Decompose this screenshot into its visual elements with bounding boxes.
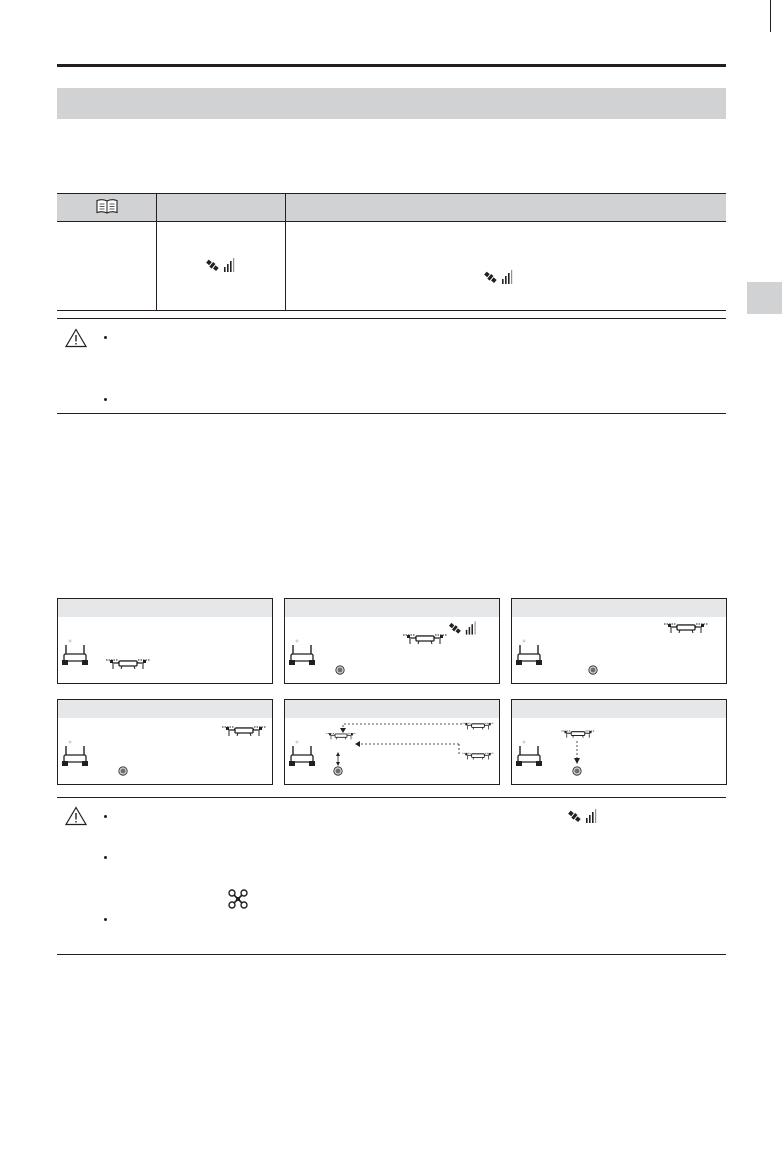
home-point-marker bbox=[572, 766, 582, 776]
panel-header bbox=[58, 700, 272, 718]
top-rule bbox=[57, 64, 726, 67]
panel-header bbox=[512, 700, 726, 718]
aircraft-drone bbox=[461, 720, 495, 732]
bullet bbox=[104, 398, 107, 401]
manual-book-icon bbox=[96, 198, 118, 214]
descent-arrow bbox=[572, 740, 582, 766]
table-col-divider bbox=[156, 193, 157, 310]
warning-triangle-icon bbox=[65, 328, 87, 348]
satellite-signal-icon bbox=[447, 619, 479, 637]
remote-controller bbox=[516, 740, 546, 770]
intro-text bbox=[57, 140, 726, 160]
table-header-row bbox=[57, 193, 726, 222]
chapter-side-tab bbox=[747, 282, 782, 314]
aircraft-drone bbox=[662, 621, 710, 635]
rth-diagram-panel-5 bbox=[284, 699, 500, 785]
aircraft-drone bbox=[220, 724, 268, 738]
home-point-marker bbox=[588, 665, 598, 675]
crop-mark bbox=[770, 0, 771, 32]
bullet bbox=[104, 918, 107, 921]
warning-triangle-icon bbox=[65, 806, 87, 826]
satellite-signal-icon bbox=[566, 807, 600, 825]
warning-bottom-rule bbox=[57, 413, 726, 414]
home-point-marker bbox=[333, 766, 343, 776]
home-point-marker bbox=[118, 766, 128, 776]
warning-top-rule bbox=[57, 797, 726, 798]
remote-controller bbox=[289, 740, 319, 770]
remote-controller bbox=[289, 639, 319, 669]
satellite-signal-icon bbox=[482, 268, 516, 286]
aircraft-drone bbox=[461, 750, 495, 762]
bullet bbox=[104, 815, 107, 818]
bullet bbox=[104, 336, 107, 339]
flight-path-arrows bbox=[333, 720, 463, 780]
remote-controller bbox=[62, 639, 92, 669]
panel-header bbox=[285, 599, 499, 617]
panel-header bbox=[285, 700, 499, 718]
warning-top-rule bbox=[57, 318, 726, 319]
bullet bbox=[104, 856, 107, 859]
remote-controller bbox=[62, 740, 92, 770]
table-bottom-rule bbox=[57, 310, 726, 311]
home-point-marker bbox=[335, 665, 345, 675]
remote-controller bbox=[516, 639, 546, 669]
rth-diagram-panel-1 bbox=[57, 598, 273, 684]
section-title-bar bbox=[57, 88, 726, 119]
warning-bottom-rule bbox=[57, 954, 726, 955]
rth-diagram-panel-3 bbox=[511, 598, 727, 684]
panel-header bbox=[58, 599, 272, 617]
rth-diagram-panel-2 bbox=[284, 598, 500, 684]
aircraft-drone bbox=[560, 728, 596, 740]
aircraft-icon bbox=[228, 889, 248, 909]
aircraft-drone bbox=[104, 657, 152, 671]
panel-header bbox=[512, 599, 726, 617]
rth-diagram-panel-4 bbox=[57, 699, 273, 785]
rth-diagram-panel-6 bbox=[511, 699, 727, 785]
satellite-signal-icon bbox=[204, 256, 238, 274]
aircraft-drone bbox=[401, 632, 449, 646]
table-col-divider bbox=[285, 193, 286, 310]
